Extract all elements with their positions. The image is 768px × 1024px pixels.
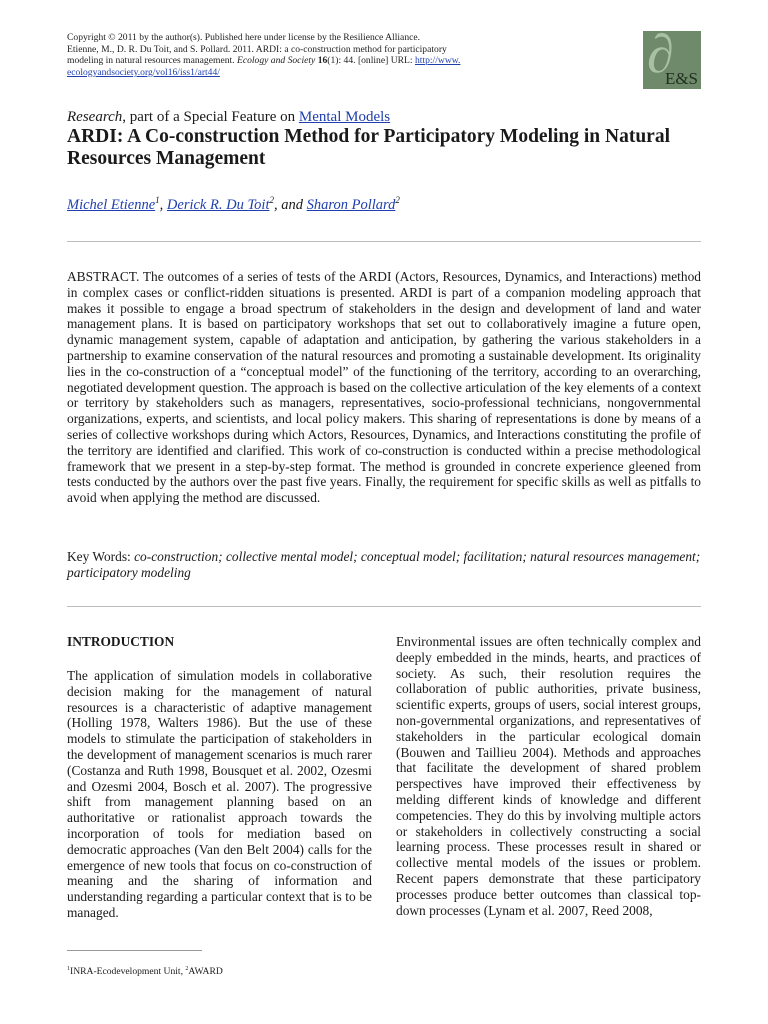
journal-name: Ecology and Society [236, 55, 316, 67]
article-url-link-continued[interactable]: ecologyandsociety.org/vol16/iss1/art44/ [67, 66, 220, 78]
citation-header [67, 32, 537, 78]
citation-line-journal [67, 55, 537, 67]
footnote-affiliation-1: INRA-Ecodevelopment Unit, [70, 966, 186, 978]
body-column-right [396, 634, 701, 918]
citation-text: modeling in natural resources management. [67, 55, 237, 67]
issue-pages: (1): 44. [online] URL: [327, 55, 415, 67]
body-paragraph: The application of simulation models in collaborative decision making for the management of natural resources is a characteristic of adaptive management (Holling 1978, Walters 1986). But the use of these models to stimulate the participation of stakeholders in the development of management scenarios is much rarer (Costanza and Ruth 1998, Bousquet et al. 2002, Ozesmi and Ozesmi 2004, Bosch et al. 2007). The progressive shift from management planning based on an authoritative or rationalist approach towards the incorporation of tools for mediation based on democratic approaches (Van den Belt 2004) calls for the emergence of new tools that focus on co-construction of meaning and the sharing of information and understanding regarding a particular context that is to be managed. [67, 668, 372, 920]
body-paragraph: Environmental issues are often technically complex and deeply embedded in the minds, hearts, and practices of society. As such, their resolution requires the collaboration of public authorities, private business, scientific experts, groups of users, social interest groups, non-governmental organizations, and representatives of stakeholders in the particular ecological domain (Bouwen and Taillieu 2004). Methods and approaches that facilitate the development of shared problem perspectives have improved their effectiveness by melding different kinds of knowledge and different competencies. They do this by involving multiple actors or stakeholders in collectively constructing a social learning process. These processes result in shared or collective mental models of the issues or problem. Recent papers demonstrate that these participatory processes produce better outcomes than classical top-down processes (Lynam et al. 2007, Reed 2008, [396, 634, 701, 918]
author-affiliation-mark: 2 [395, 195, 400, 205]
author-link-pollard[interactable]: Sharon Pollard [306, 196, 396, 213]
special-feature-line [67, 108, 390, 126]
divider-rule [67, 606, 701, 607]
citation-line: Etienne, M., D. R. Du Toit, and S. Pollard. 2011. ARDI: a co-construction method for participatory [67, 43, 447, 55]
divider-rule [67, 241, 701, 242]
author-affiliation-mark: 2 [269, 195, 274, 205]
author-affiliation-mark: 1 [155, 195, 160, 205]
logo-mark-icon: ∂ [647, 31, 674, 84]
keywords-label: Key Words: [67, 549, 135, 564]
footnote [67, 963, 223, 978]
footnote-mark: 1 [67, 966, 70, 972]
journal-volume: 16 [317, 55, 328, 67]
author-link-du-toit[interactable]: Derick R. Du Toit [166, 196, 270, 213]
special-feature-prefix: , part of a Special Feature on [122, 109, 299, 125]
logo-text: E&S [664, 69, 698, 88]
article-url-link[interactable]: http://www. [414, 55, 461, 67]
copyright-line: Copyright © 2011 by the author(s). Published here under license by the Resilience Alliance. [67, 32, 421, 43]
body-column-left [67, 634, 372, 921]
author-link-etienne[interactable]: Michel Etienne [67, 196, 156, 213]
footnote-affiliation-2: AWARD [188, 966, 223, 978]
journal-logo [643, 31, 701, 89]
special-feature-link[interactable]: Mental Models [298, 109, 391, 125]
abstract: ABSTRACT. The outcomes of a series of tests of the ARDI (Actors, Resources, Dynamics, and Interactions) method in complex cases or conflict-ridden situations is presented. ARDI is part of a companion modeling approach that makes it possible to engage a broad spectrum of stakeholders in the design and development of land and water management plans. It is based on participatory workshops that set out to collaboratively imagine a future open, dynamic management system, capable of adaptation and anticipation, by gathering the various stakeholders in a partnership to examine conservation of the natural resources and promoting a sustainable development. Its originality lies in the co-construction of a “conceptual model” of the functioning of the territory, according to an overarching, negotiated development question. The approach is based on the collective articulation of the key elements of a context or territory by stakeholders such as managers, representatives, socio-professional technicians, nongovernmental organizations, experts, and scientists, and local policy makers. This sharing of representations is done by means of a series of collective workshops during which Actors, Resources, Dynamics, and Interactions constituting the profile of the territory are identified and clarified. This work of co-construction is conducted within a precise methodological framework that we present in a step-by-step format. The method is grounded in concrete experience gleened from tests conducted by the authors over the past five years. Finally, the requirement for specific skills as well as pitfalls to avoid when applying the method are discussed. [67, 269, 701, 506]
article-title: ARDI: A Co-construction Method for Participatory Modeling in Natural Resources Management [67, 126, 671, 169]
article-type: Research [67, 109, 123, 125]
footnote-mark: 2 [185, 966, 189, 972]
author-separator: , and [274, 196, 307, 213]
author-list [67, 191, 400, 214]
footnote-rule [67, 950, 202, 951]
section-heading-introduction: INTRODUCTION [67, 634, 175, 649]
author-separator: , [159, 196, 167, 213]
keywords [67, 549, 701, 581]
keywords-text: co-construction; collective mental model; conceptual model; facilitation; natural resources management; participatory modeling [67, 549, 701, 580]
